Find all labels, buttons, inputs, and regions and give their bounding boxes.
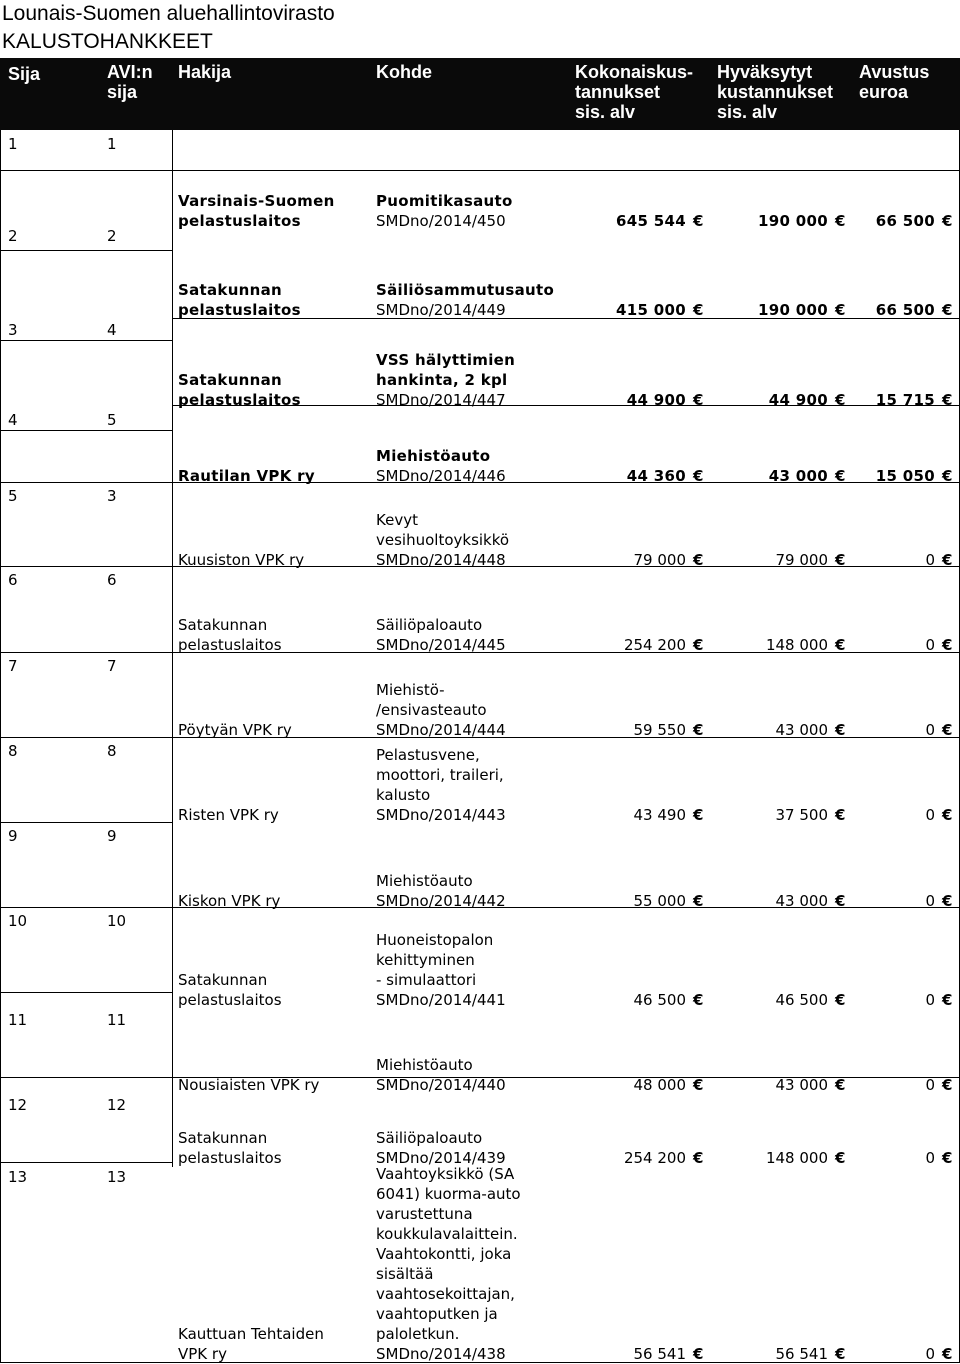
grid-line-rank-row (0, 907, 173, 908)
approved-cost-cell: 43 000 (768, 467, 828, 485)
kohde-cell: Miehistöauto (376, 447, 491, 465)
rank-sija: 4 (8, 411, 18, 429)
hakija-cell: Satakunnan pelastuslaitos (178, 616, 282, 654)
rank-sija: 7 (8, 657, 18, 675)
kohde-cell: Puomitikasauto (376, 192, 513, 210)
grid-line-rank-row (0, 566, 173, 567)
euro-sign: € (693, 1345, 704, 1363)
column-header-avustus: Avustus euroa (859, 62, 930, 102)
rank-sija: 10 (8, 912, 28, 930)
euro-sign: € (835, 991, 846, 1009)
grant-cell: 0 (925, 806, 935, 824)
hakija-cell: Kuusiston VPK ry (178, 551, 305, 569)
approved-cost-cell: 56 541 (775, 1345, 828, 1363)
grant-cell: 0 (925, 892, 935, 910)
rank-sija: 1 (8, 135, 18, 153)
grid-line-left (0, 130, 1, 1363)
dnro-cell: SMDno/2014/449 (376, 301, 506, 319)
grid-line-rank-row (0, 652, 173, 653)
kohde-cell: Miehistöauto (376, 1056, 473, 1074)
euro-sign: € (942, 721, 953, 739)
hakija-cell: Varsinais-Suomen pelastuslaitos (178, 192, 335, 230)
euro-sign: € (693, 551, 704, 569)
approved-cost-cell: 148 000 (765, 1149, 828, 1167)
euro-sign: € (942, 892, 953, 910)
column-header-sija: Sija (8, 64, 41, 84)
euro-sign: € (835, 391, 846, 409)
grid-line-rank-row (0, 737, 173, 738)
total-cost-cell: 59 550 (633, 721, 686, 739)
euro-sign: € (835, 1076, 846, 1094)
euro-sign: € (942, 1345, 953, 1363)
grant-cell: 0 (925, 1149, 935, 1167)
approved-cost-cell: 79 000 (775, 551, 828, 569)
kohde-cell: Pelastusvene, moottori, traileri, kalusto (376, 746, 504, 804)
kohde-cell: Kevyt vesihuoltoyksikkö (376, 511, 510, 549)
euro-sign: € (693, 391, 704, 409)
approved-cost-cell: 148 000 (765, 636, 828, 654)
total-cost-cell: 43 490 (633, 806, 686, 824)
column-header-hakija: Hakija (178, 62, 232, 82)
euro-sign: € (693, 1076, 704, 1094)
kohde-cell: Miehistöauto (376, 872, 473, 890)
table-header (0, 58, 960, 130)
euro-sign: € (835, 806, 846, 824)
grant-cell: 66 500 (875, 301, 935, 319)
dnro-cell: SMDno/2014/440 (376, 1076, 506, 1094)
dnro-cell: SMDno/2014/446 (376, 467, 506, 485)
rank-avi-sija: 5 (107, 411, 117, 429)
total-cost-cell: 46 500 (633, 991, 686, 1009)
hakija-cell: Satakunnan pelastuslaitos (178, 281, 301, 319)
dnro-cell: SMDno/2014/445 (376, 636, 506, 654)
euro-sign: € (942, 551, 953, 569)
grant-cell: 0 (925, 551, 935, 569)
hakija-cell: Satakunnan pelastuslaitos (178, 1129, 282, 1167)
euro-sign: € (693, 806, 704, 824)
hakija-cell: Pöytyän VPK ry (178, 721, 292, 739)
approved-cost-cell: 190 000 (758, 301, 828, 319)
grid-line-rank-row (0, 822, 173, 823)
grant-cell: 66 500 (875, 212, 935, 230)
rank-avi-sija: 1 (107, 135, 117, 153)
grant-cell: 0 (925, 721, 935, 739)
euro-sign: € (693, 301, 704, 319)
euro-sign: € (693, 212, 704, 230)
euro-sign: € (835, 636, 846, 654)
rank-sija: 9 (8, 827, 18, 845)
grid-line-rank-row (0, 1162, 172, 1163)
total-cost-cell: 48 000 (633, 1076, 686, 1094)
kohde-cell: Säiliöpaloauto (376, 616, 483, 634)
rank-sija: 3 (8, 321, 18, 339)
total-cost-cell: 79 000 (633, 551, 686, 569)
total-cost-cell: 44 900 (626, 391, 686, 409)
euro-sign: € (835, 1345, 846, 1363)
grant-cell: 0 (925, 636, 935, 654)
grant-cell: 15 050 (875, 467, 935, 485)
rank-avi-sija: 9 (107, 827, 117, 845)
grid-line-sija (172, 130, 173, 1167)
kohde-cell: Huoneistopalon kehittyminen - simulaattori (376, 931, 494, 989)
column-header-avi-sija: AVI:n sija (107, 62, 153, 102)
kohde-cell: VSS hälyttimien hankinta, 2 kpl (376, 351, 516, 389)
euro-sign: € (942, 1149, 953, 1167)
hakija-cell: Kauttuan Tehtaiden VPK ry (178, 1325, 324, 1363)
grant-cell: 0 (925, 1345, 935, 1363)
document-title: KALUSTOHANKKEET (2, 30, 213, 53)
total-cost-cell: 254 200 (623, 636, 686, 654)
kohde-cell: Säiliösammutusauto (376, 281, 555, 299)
euro-sign: € (942, 806, 953, 824)
approved-cost-cell: 43 000 (775, 1076, 828, 1094)
euro-sign: € (942, 467, 953, 485)
approved-cost-cell: 37 500 (775, 806, 828, 824)
column-header-kokonaiskustannukset: Kokonaiskus- tannukset sis. alv (575, 62, 694, 122)
total-cost-cell: 44 360 (626, 467, 686, 485)
rank-sija: 6 (8, 571, 18, 589)
hakija-cell: Rautilan VPK ry (178, 467, 315, 485)
dnro-cell: SMDno/2014/448 (376, 551, 506, 569)
euro-sign: € (942, 991, 953, 1009)
rank-sija: 2 (8, 227, 18, 245)
rank-avi-sija: 12 (107, 1096, 127, 1114)
total-cost-cell: 415 000 (616, 301, 686, 319)
column-header-hyvaksytyt: Hyväksytyt kustannukset sis. alv (717, 62, 834, 122)
grid-line-rank-row (0, 1077, 173, 1078)
hakija-cell: Nousiaisten VPK ry (178, 1076, 320, 1094)
total-cost-cell: 645 544 (616, 212, 686, 230)
dnro-cell: SMDno/2014/447 (376, 391, 506, 409)
rank-sija: 8 (8, 742, 18, 760)
euro-sign: € (835, 467, 846, 485)
euro-sign: € (693, 721, 704, 739)
dnro-cell: SMDno/2014/441 (376, 991, 506, 1009)
dnro-cell: SMDno/2014/443 (376, 806, 506, 824)
euro-sign: € (693, 636, 704, 654)
grid-line-rank-row (0, 250, 173, 251)
grant-cell: 0 (925, 1076, 935, 1094)
total-cost-cell: 254 200 (623, 1149, 686, 1167)
euro-sign: € (835, 1149, 846, 1167)
rank-avi-sija: 3 (107, 487, 117, 505)
kohde-cell: Vaahtoyksikkö (SA 6041) kuorma-auto varustettuna koukkulavalaittein. Vaahtokontti, joka sisältää vaahtosekoittajan, vaahtoputken ja paloletkun. (376, 1165, 521, 1343)
approved-cost-cell: 46 500 (775, 991, 828, 1009)
rank-avi-sija: 13 (107, 1168, 127, 1186)
rank-avi-sija: 10 (107, 912, 127, 930)
euro-sign: € (835, 301, 846, 319)
dnro-cell: SMDno/2014/442 (376, 892, 506, 910)
euro-sign: € (942, 212, 953, 230)
rank-avi-sija: 8 (107, 742, 117, 760)
hakija-cell: Risten VPK ry (178, 806, 279, 824)
grant-cell: 0 (925, 991, 935, 1009)
euro-sign: € (942, 1076, 953, 1094)
hakija-cell: Satakunnan pelastuslaitos (178, 971, 282, 1009)
kohde-cell: Säiliöpaloauto (376, 1129, 483, 1147)
dnro-cell: SMDno/2014/444 (376, 721, 506, 739)
euro-sign: € (693, 1149, 704, 1167)
approved-cost-cell: 43 000 (775, 892, 828, 910)
grid-line-entry-row (173, 170, 960, 171)
hakija-cell: Satakunnan pelastuslaitos (178, 371, 301, 409)
rank-avi-sija: 4 (107, 321, 117, 339)
kohde-cell: Miehistö- /ensivasteauto (376, 681, 487, 719)
grid-line-rank-row (0, 992, 173, 993)
rank-avi-sija: 11 (107, 1011, 127, 1029)
dnro-cell: SMDno/2014/450 (376, 212, 506, 230)
dnro-cell: SMDno/2014/439 (376, 1149, 506, 1167)
column-header-kohde: Kohde (376, 62, 432, 82)
total-cost-cell: 55 000 (633, 892, 686, 910)
dnro-cell: SMDno/2014/438 (376, 1345, 506, 1363)
euro-sign: € (942, 301, 953, 319)
rank-sija: 12 (8, 1096, 28, 1114)
euro-sign: € (693, 991, 704, 1009)
grid-line-rank-row (0, 482, 173, 483)
euro-sign: € (942, 391, 953, 409)
grid-line-rank-row (0, 170, 173, 171)
euro-sign: € (693, 892, 704, 910)
approved-cost-cell: 44 900 (768, 391, 828, 409)
euro-sign: € (942, 636, 953, 654)
grid-line-rank-row (0, 430, 173, 431)
rank-avi-sija: 6 (107, 571, 117, 589)
rank-sija: 13 (8, 1168, 28, 1186)
grid-line-rank-row (0, 340, 173, 341)
euro-sign: € (835, 892, 846, 910)
euro-sign: € (835, 212, 846, 230)
rank-avi-sija: 7 (107, 657, 117, 675)
euro-sign: € (835, 721, 846, 739)
org-title: Lounais-Suomen aluehallintovirasto (2, 2, 335, 25)
hakija-cell: Kiskon VPK ry (178, 892, 281, 910)
rank-sija: 11 (8, 1011, 28, 1029)
total-cost-cell: 56 541 (633, 1345, 686, 1363)
euro-sign: € (835, 551, 846, 569)
approved-cost-cell: 43 000 (775, 721, 828, 739)
grant-cell: 15 715 (875, 391, 935, 409)
rank-avi-sija: 2 (107, 227, 117, 245)
approved-cost-cell: 190 000 (758, 212, 828, 230)
rank-sija: 5 (8, 487, 18, 505)
euro-sign: € (693, 467, 704, 485)
